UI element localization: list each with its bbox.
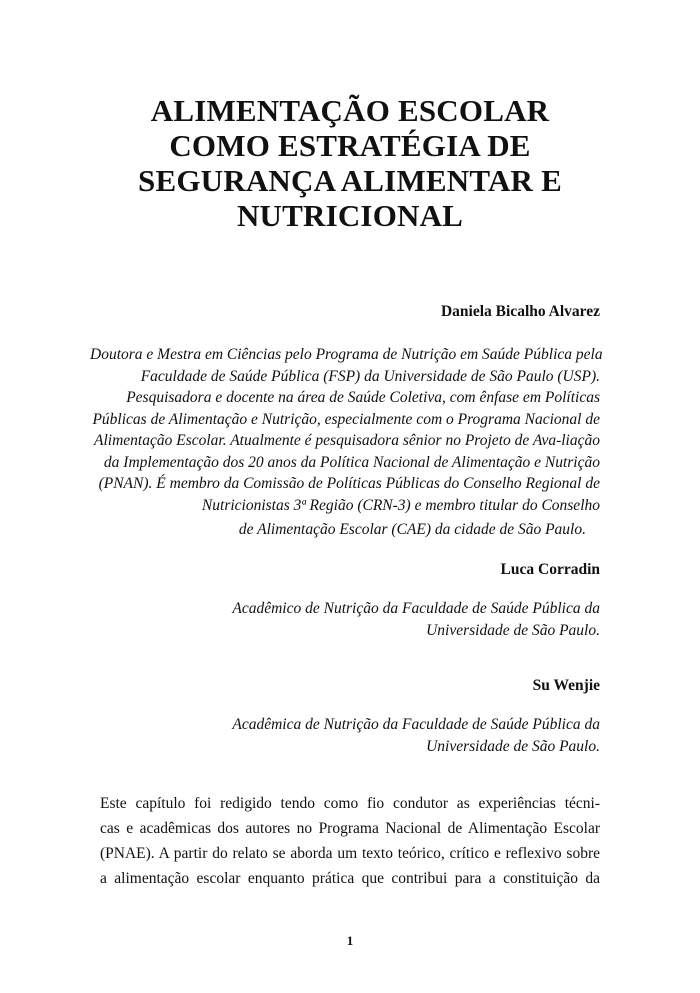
body-paragraph	[100, 791, 600, 891]
body-line: a alimentação escolar enquanto prática que contribui para a constituição da	[100, 870, 600, 887]
bio-line: Acadêmica de Nutrição da Faculdade de Saúde Pública da	[232, 716, 600, 733]
title-line: ALIMENTAÇÃO ESCOLAR	[150, 93, 550, 128]
chapter-title	[100, 93, 600, 233]
author-bio	[220, 598, 600, 641]
body-line: Este capítulo foi redigido tendo como fio condutor as experiências técni-	[100, 795, 600, 812]
author-name: Su Wenjie	[532, 677, 600, 694]
bio-line: Acadêmico de Nutrição da Faculdade de Saúde Pública da	[232, 600, 600, 617]
body-line: cas e acadêmicas dos autores no Programa Nacional de Alimentação Escolar	[100, 820, 600, 837]
bio-line: Alimentação Escolar. Atualmente é pesquisadora sênior no Projeto de Ava-liação	[94, 432, 600, 449]
title-line: NUTRICIONAL	[236, 198, 464, 233]
author-bio	[220, 714, 600, 757]
author-name: Daniela Bicalho Alvarez	[440, 303, 600, 320]
bio-line: da Implementação dos 20 anos da Política Nacional de Alimentação e Nutrição	[103, 453, 600, 471]
bio-line: Pesquisadora e docente na área de Saúde Coletiva, com ênfase em Políticas	[126, 389, 600, 406]
body-line: (PNAE). A partir do relato se aborda um texto teórico, crítico e reflexivo sobre	[100, 845, 600, 862]
bio-line: Doutora e Mestra em Ciências pelo Programa de Nutrição em Saúde Pública pela	[90, 346, 603, 363]
bio-line: Faculdade de Saúde Pública (FSP) da Universidade de São Paulo (USP).	[140, 367, 600, 385]
bio-line: (PNAN). É membro da Comissão de Políticas Públicas do Conselho Regional de	[98, 475, 600, 492]
bio-line: Universidade de São Paulo.	[426, 737, 600, 755]
bio-line: Nutricionistas 3ª Região (CRN-3) e membro titular do Conselho	[201, 496, 600, 514]
bio-line: de Alimentação Escolar (CAE) da cidade de São Paulo.	[238, 521, 586, 538]
author-bio	[90, 344, 603, 541]
bio-line: Universidade de São Paulo.	[426, 621, 600, 639]
title-line: SEGURANÇA ALIMENTAR E	[138, 163, 562, 198]
bio-line: Públicas de Alimentação e Nutrição, especialmente com o Programa Nacional de	[92, 410, 600, 428]
author-name: Luca Corradin	[500, 561, 600, 578]
page-number: 1	[346, 933, 354, 948]
title-line: COMO ESTRATÉGIA DE	[169, 128, 531, 163]
